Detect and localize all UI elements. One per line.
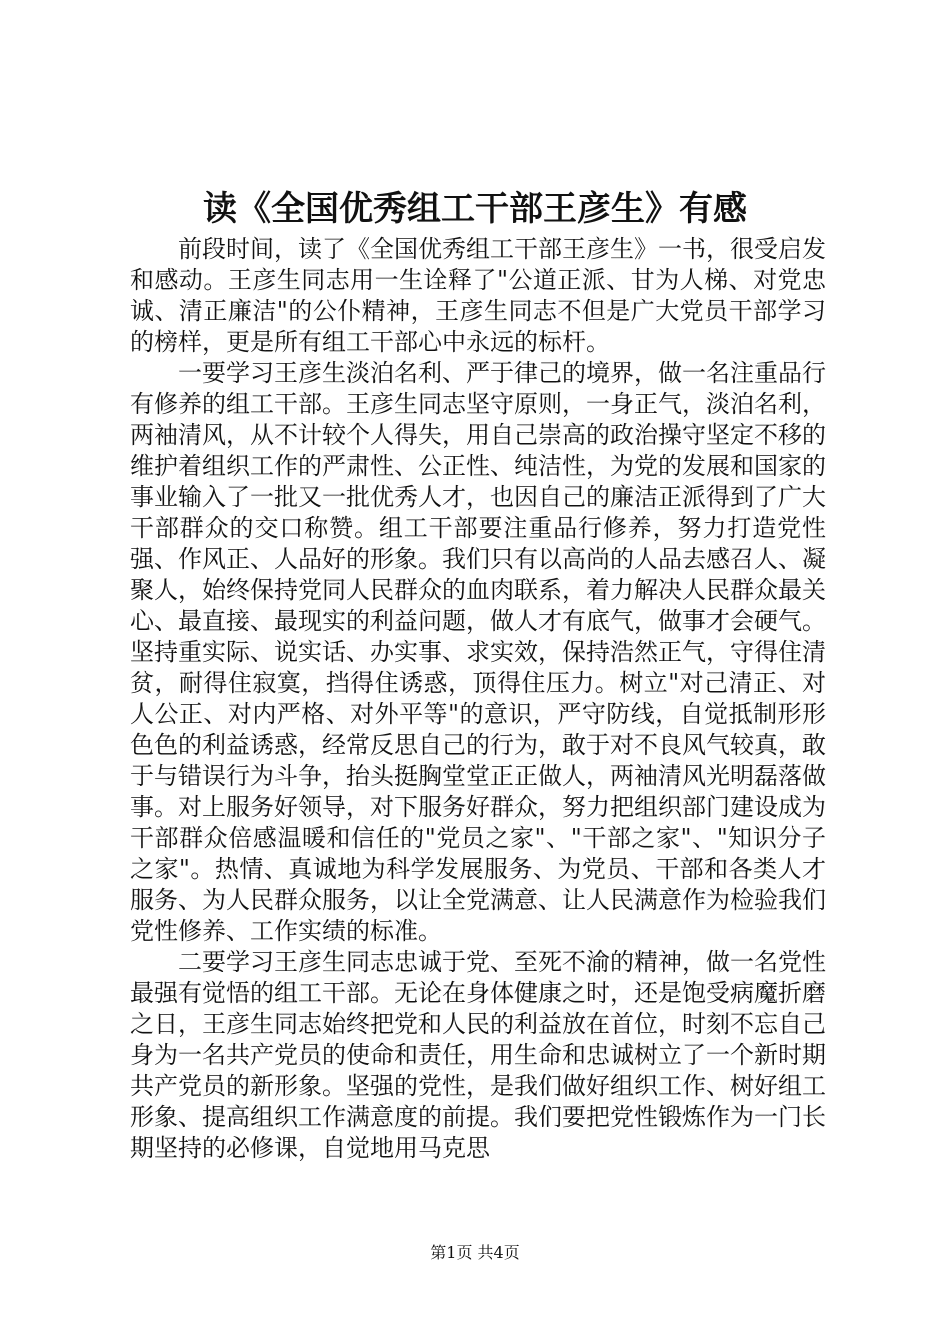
document-body xyxy=(130,234,826,1164)
page-number-footer: 第1页 共4页 xyxy=(430,1243,520,1262)
paragraph-intro: 前段时间，读了《全国优秀组工干部王彦生》一书，很受启发和感动。王彦生同志用一生诠释了"公道正派、甘为人梯、对党忠诚、清正廉洁"的公仆精神，王彦生同志不但是广大党员干部学习的榜样，更是所有组工干部心中永远的标杆。 xyxy=(130,235,826,356)
paragraph-point-one: 一要学习王彦生淡泊名利、严于律己的境界，做一名注重品行有修养的组工干部。王彦生同志坚守原则，一身正气，淡泊名利，两袖清风，从不计较个人得失，用自己崇高的政治操守坚定不移的维护着组织工作的严肃性、公正性、纯洁性，为党的发展和国家的事业输入了一批又一批优秀人才，也因自己的廉洁正派得到了广大干部群众的交口称赞。组工干部要注重品行修养，努力打造党性强、作风正、人品好的形象。我们只有以高尚的人品去感召人、凝聚人，始终保持党同人民群众的血肉联系，着力解决人民群众最关心、最直接、最现实的利益问题，做人才有底气，做事才会硬气。坚持重实际、说实话、办实事、求实效，保持浩然正气，守得住清贫，耐得住寂寞，挡得住诱惑，顶得住压力。树立"对己清正、对人公正、对内严格、对外平等"的意识，严守防线，自觉抵制形形色色的利益诱惑，经常反思自己的行为，敢于对不良风气较真，敢于与错误行为斗争，抬头挺胸堂堂正正做人，两袖清风光明磊落做事。对上服务好领导，对下服务好群众，努力把组织部门建设成为干部群众倍感温暖和信任的"党员之家"、"干部之家"、"知识分子之家"。热情、真诚地为科学发展服务、为党员、干部和各类人才服务、为人民群众服务，以让全党满意、让人民满意作为检验我们党性修养、工作实绩的标准。 xyxy=(130,359,826,945)
paragraph-point-two: 二要学习王彦生同志忠诚于党、至死不渝的精神，做一名党性最强有觉悟的组工干部。无论在身体健康之时，还是饱受病魔折磨之日，王彦生同志始终把党和人民的利益放在首位，时刻不忘自己身为一名共产党员的使命和责任，用生命和忠诚树立了一个新时期共产党员的新形象。坚强的党性，是我们做好组织工作、树好组工形象、提高组织工作满意度的前提。我们要把党性锻炼作为一门长期坚持的必修课，自觉地用马克思 xyxy=(130,948,826,1162)
document-title: 读《全国优秀组工干部王彦生》有感 xyxy=(203,189,747,229)
